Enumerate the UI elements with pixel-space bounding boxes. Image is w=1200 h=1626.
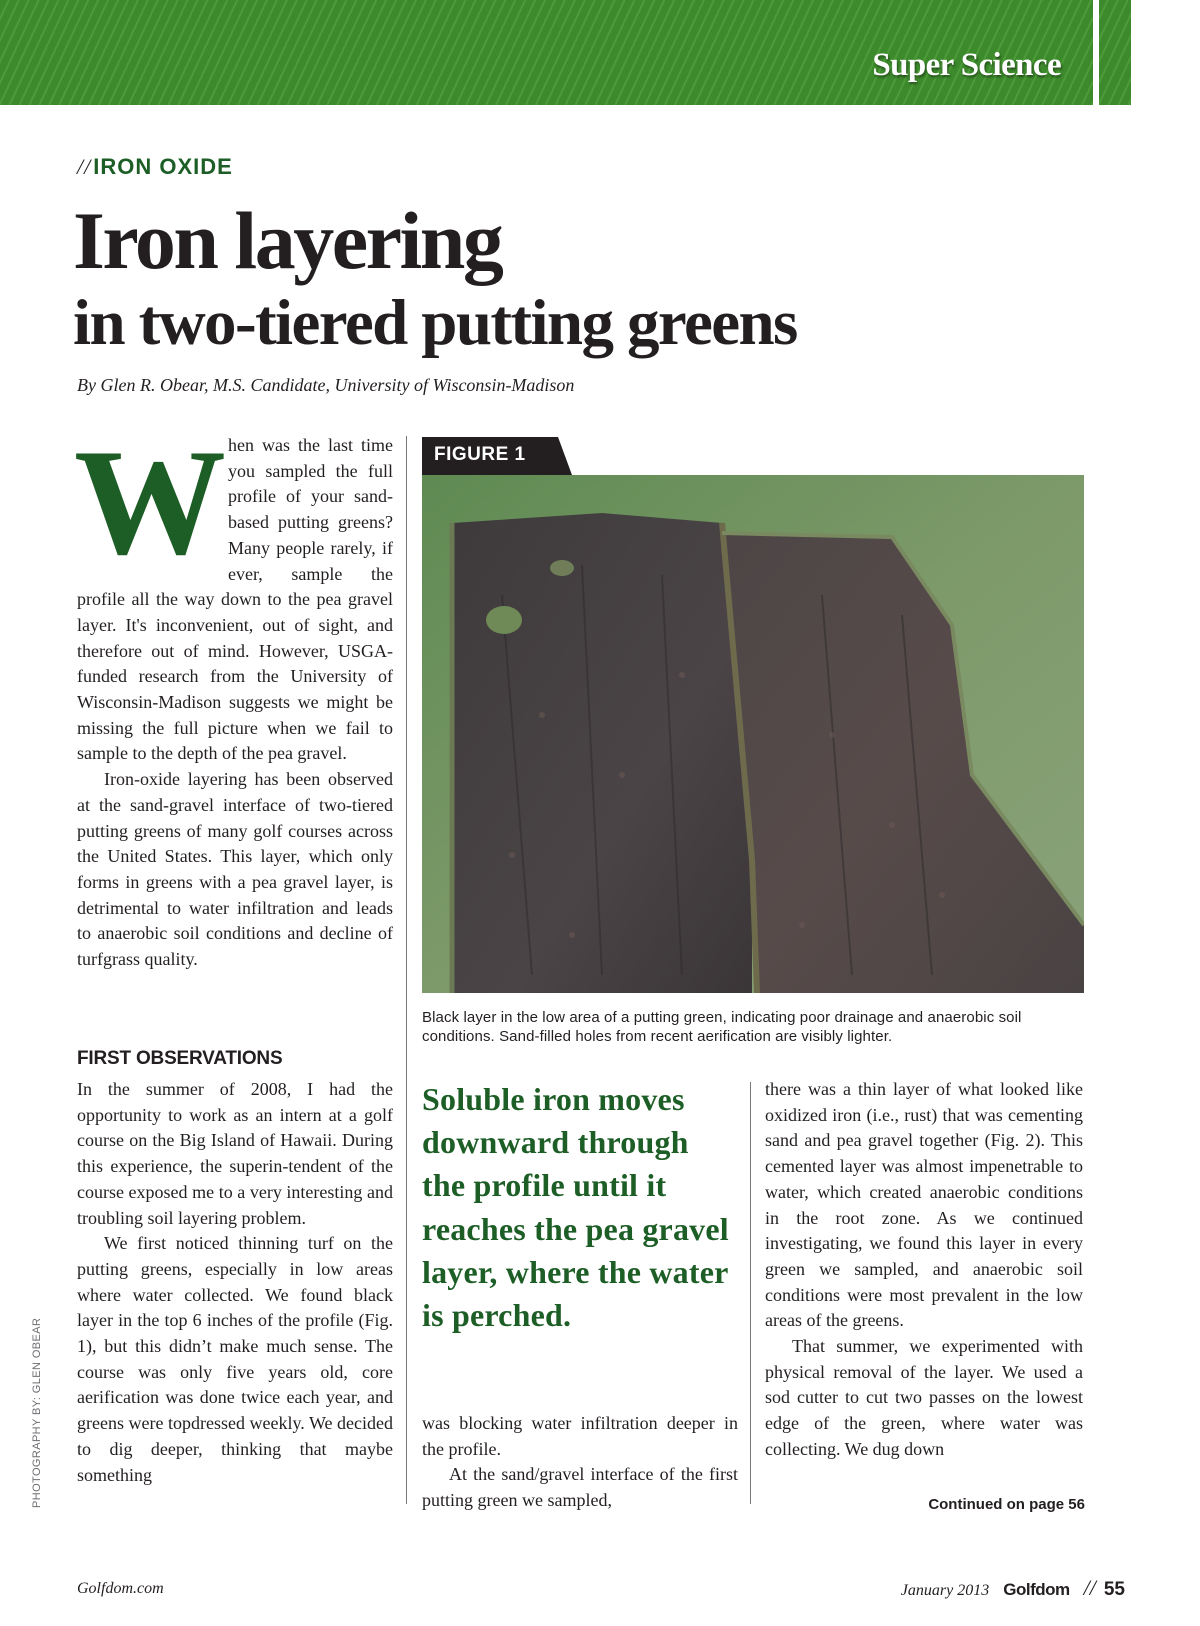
middle-paragraph-2: At the sand/gravel interface of the first putting green we sampled,: [422, 1464, 738, 1511]
footer-separator: //: [1083, 1575, 1096, 1600]
article-byline: By Glen R. Obear, M.S. Candidate, University of Wisconsin-Madison: [77, 375, 575, 395]
intro-column: [74, 418, 393, 973]
observations-paragraph-2: We first noticed thinning turf on the putting greens, especially in low areas where water collected. We found black layer in the top 6 inches of the profile (Fig. 1), but this didn’t make much sense. The course was only five years old, core aerification was done twice each year, and greens were topdressed weekly. We decided to dig deeper, thinking that maybe something: [77, 1233, 393, 1485]
intro-paragraph-1: hen was the last time you sampled the full profile of your sand-based putting greens? Many people rarely, if ever, sample the profile all the way down to the pea gravel layer. It's inconvenient, out of sight, and therefore out of mind. However, USGA-funded research from the University of Wisconsin-Madison suggests we might be missing the full picture when we fail to sample to the depth of the pea gravel.: [77, 435, 393, 764]
intro-paragraph-2: Iron-oxide layering has been observed at the sand-gravel interface of two-tiered putting greens of many golf courses across the United States. This layer, which only forms in greens with a pea gravel layer, is detrimental to water infiltration and leads to anaerobic soil conditions and decline of turfgrass quality.: [77, 769, 393, 970]
figure-photo: [422, 475, 1084, 993]
figure-label: FIGURE 1: [434, 444, 526, 465]
article-kicker: [77, 154, 233, 180]
article-subtitle: in two-tiered putting greens: [73, 287, 797, 359]
figure-caption: Black layer in the low area of a putting green, indicating poor drainage and anaerobic soil conditions. Sand-filled holes from recent aerification are visibly lighter.: [422, 1009, 1022, 1045]
footer-brand: Golfdom: [1003, 1580, 1070, 1599]
footer-folio: [901, 1575, 1125, 1601]
photo-credit: PHOTOGRAPHY BY: GLEN OBEAR: [31, 1317, 43, 1508]
footer-date: January 2013: [900, 1582, 990, 1599]
header-band-tab: [1099, 0, 1131, 105]
kicker-slashes: //: [77, 154, 92, 179]
observations-column: [77, 1077, 393, 1488]
kicker-text: IRON OXIDE: [93, 154, 233, 179]
middle-paragraph-1: was blocking water infiltration deeper in the profile.: [422, 1413, 738, 1459]
pull-quote: Soluble iron moves downward through the profile until it reaches the pea gravel layer, where the water is perched.: [422, 1081, 729, 1334]
right-paragraph-1: there was a thin layer of what looked like oxidized iron (i.e., rust) that was cementing sand and pea gravel together (Fig. 2). This cemented layer was almost impenetrable to water, which created anaerobic conditions in the root zone. As we continued investigating, we found this layer in every green we sampled, and anaerobic soil conditions were most prevalent in the low areas of the greens.: [765, 1079, 1083, 1331]
section-title: Super Science: [872, 47, 1061, 83]
drop-cap: W: [74, 418, 222, 586]
section-header-band: [0, 0, 1093, 105]
column-divider: [406, 436, 407, 1504]
middle-column: [422, 1411, 738, 1514]
right-paragraph-2: That summer, we experimented with physical removal of the layer. We used a sod cutter to cut two passes on the lowest edge of the green, where water was collecting. We dug down: [765, 1336, 1083, 1459]
observations-paragraph-1: In the summer of 2008, I had the opportunity to work as an intern at a golf course on the Big Island of Hawaii. During this experience, the superin-tendent of the course exposed me to a very interesting and troubling soil layering problem.: [77, 1079, 393, 1228]
page-number: 55: [1103, 1579, 1125, 1600]
continued-note[interactable]: Continued on page 56: [928, 1496, 1085, 1513]
footer-website: Golfdom.com: [77, 1580, 164, 1597]
section-heading: FIRST OBSERVATIONS: [77, 1048, 283, 1069]
right-column: [765, 1077, 1083, 1463]
column-divider: [750, 1082, 751, 1504]
figure-label-tab: [422, 437, 572, 475]
article-title: Iron layering: [73, 195, 502, 286]
